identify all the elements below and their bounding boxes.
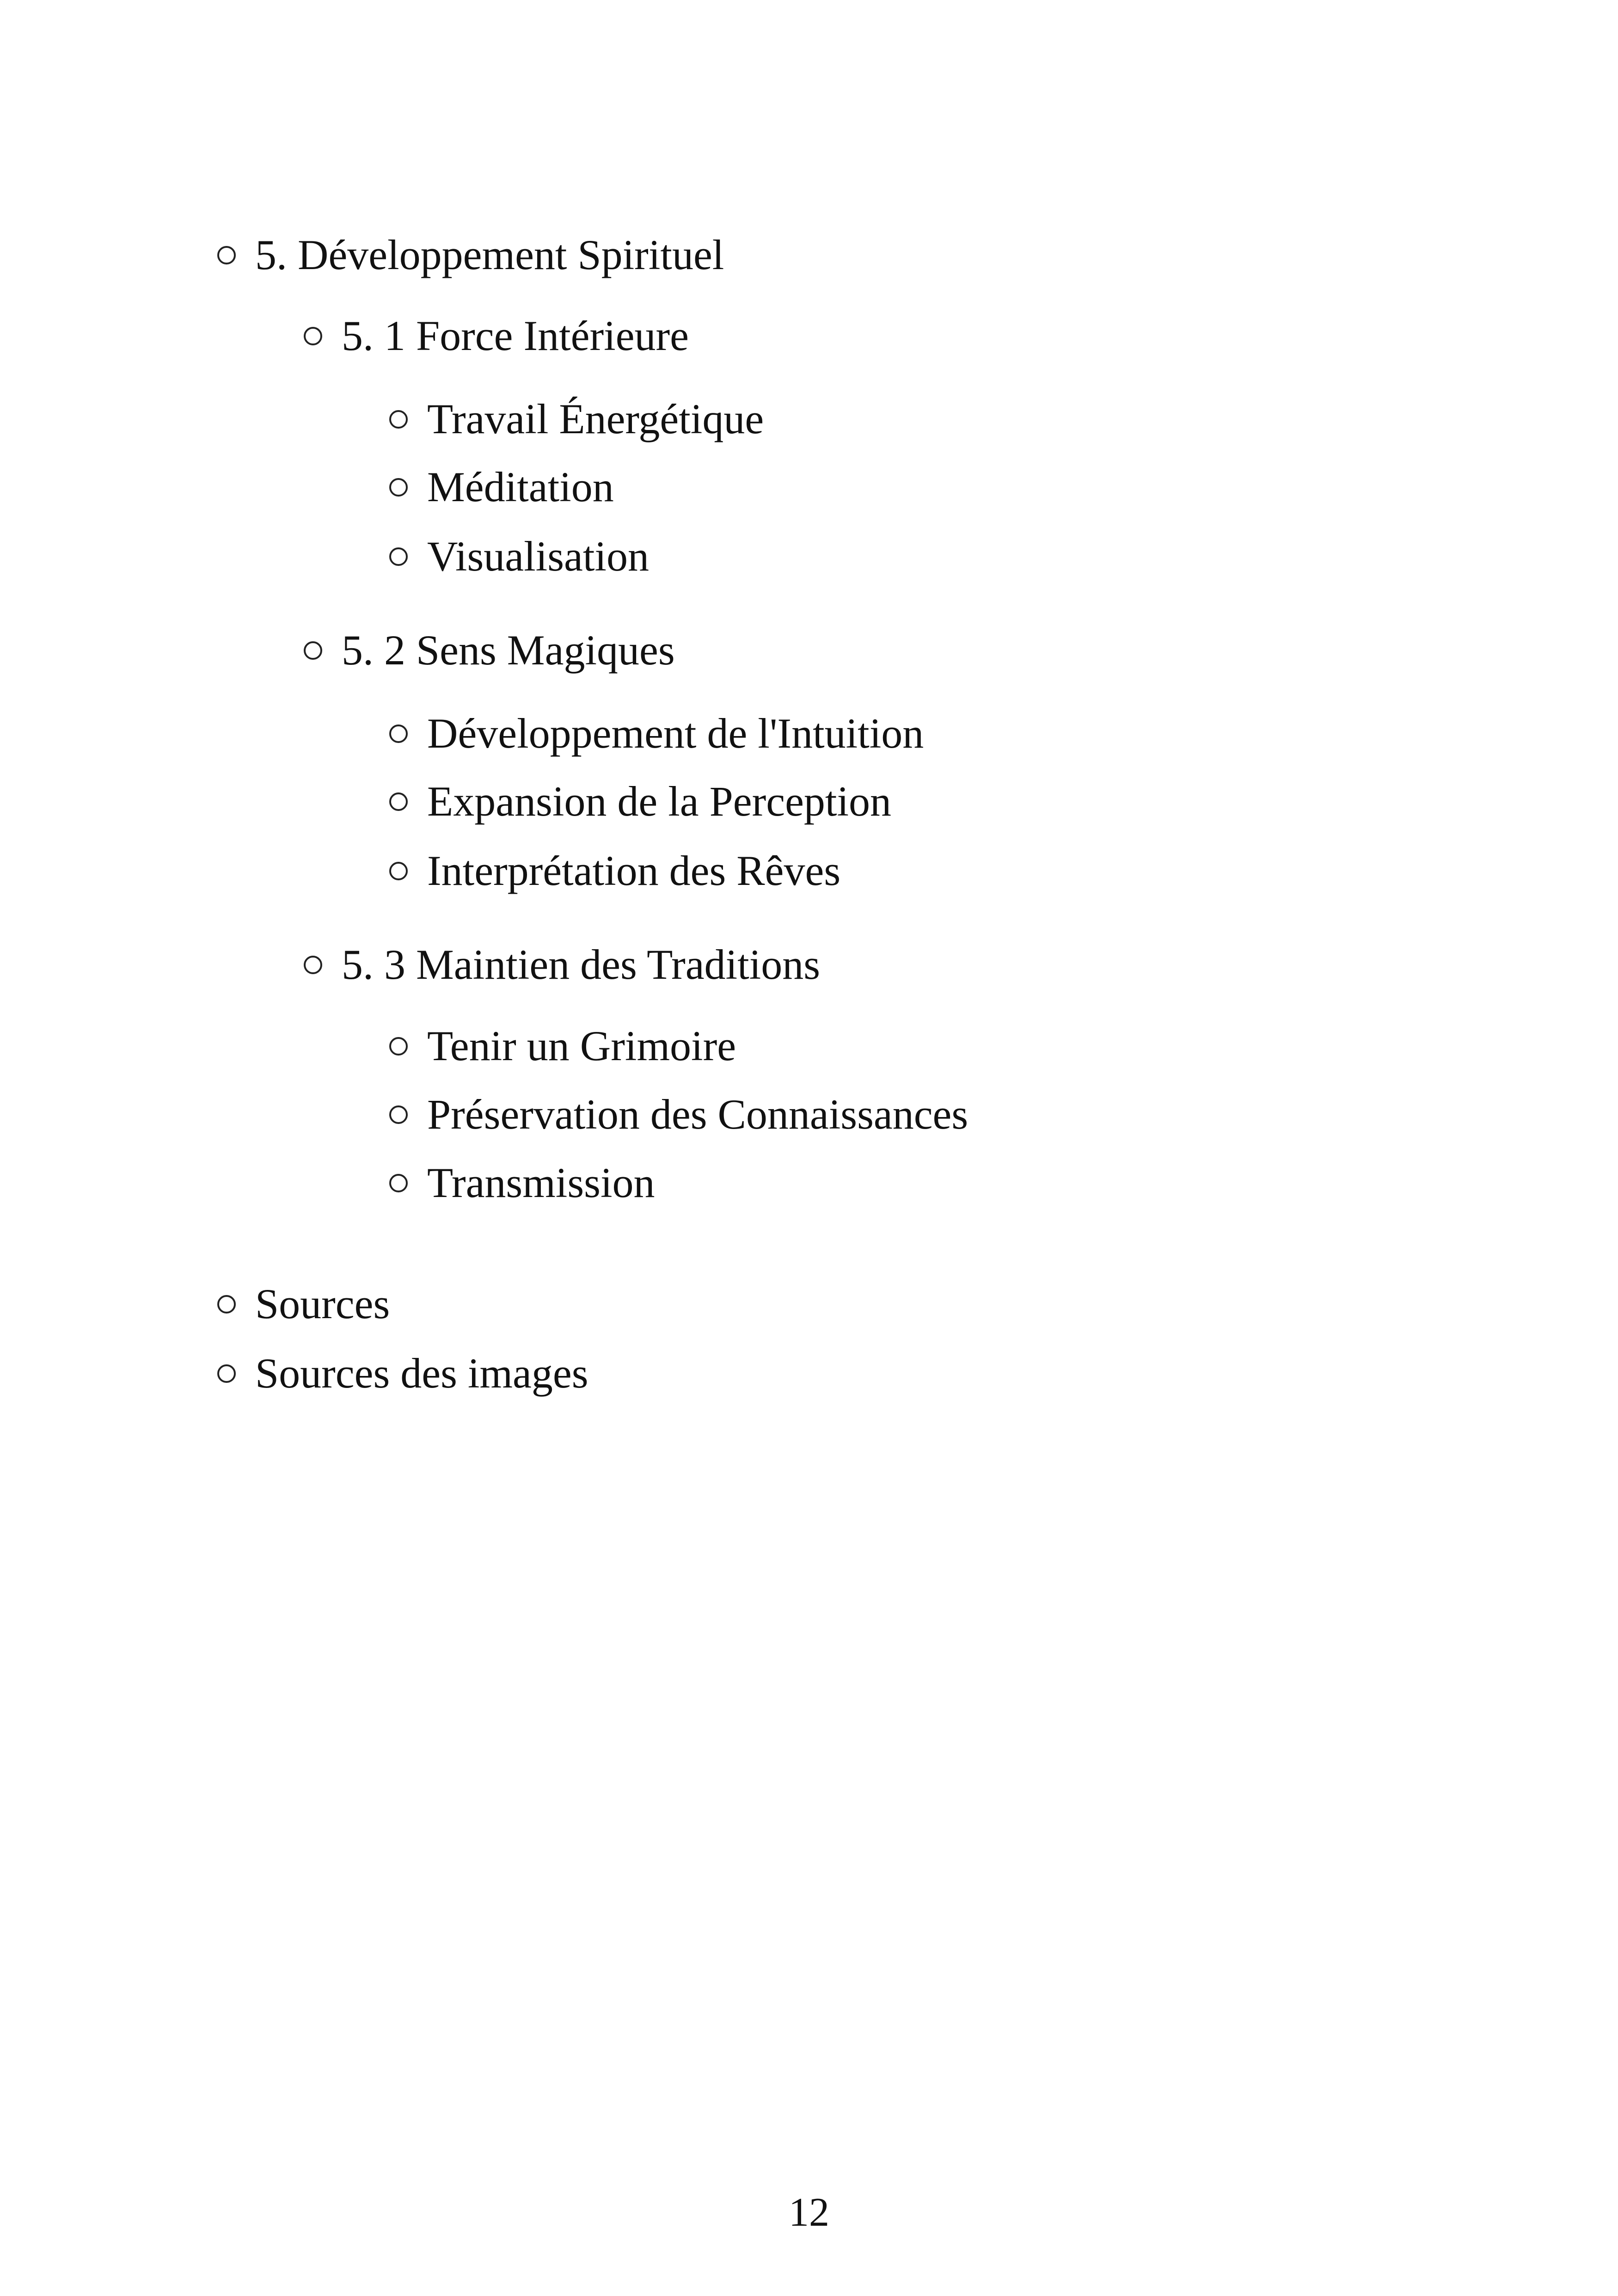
page-number: 12 bbox=[789, 2190, 829, 2235]
toc-entry-label: Expansion de la Perception bbox=[427, 778, 892, 825]
toc-entry-section-5-3[interactable] bbox=[304, 943, 820, 986]
toc-entry-label: Travail Énergétique bbox=[427, 395, 764, 442]
toc-entry-label: Méditation bbox=[427, 463, 614, 510]
toc-entry-perception[interactable] bbox=[389, 780, 891, 823]
hollow-circle-icon bbox=[304, 327, 322, 345]
toc-entry-label: Tenir un Grimoire bbox=[427, 1022, 736, 1069]
hollow-circle-icon bbox=[304, 956, 322, 974]
toc-entry-section-5-2[interactable] bbox=[304, 626, 675, 674]
toc-entry-label: Développement de l'Intuition bbox=[427, 710, 924, 757]
toc-entry-label: Sources bbox=[255, 1280, 390, 1327]
hollow-circle-icon bbox=[389, 547, 408, 566]
toc-entry-travail-energetique[interactable] bbox=[389, 395, 764, 442]
toc-entry-section-5-1[interactable] bbox=[304, 314, 689, 357]
toc-entry-connaissances[interactable] bbox=[389, 1093, 968, 1136]
toc-entry-image-sources[interactable] bbox=[217, 1350, 588, 1397]
hollow-circle-icon bbox=[389, 862, 408, 880]
toc-entry-label: 5. Développement Spirituel bbox=[255, 231, 724, 278]
toc-entry-visualisation[interactable] bbox=[389, 533, 649, 580]
hollow-circle-icon bbox=[217, 1295, 236, 1314]
toc-entry-meditation[interactable] bbox=[389, 463, 614, 510]
toc-entry-transmission[interactable] bbox=[389, 1161, 655, 1204]
toc-entry-label: Préservation des Connaissances bbox=[427, 1091, 968, 1138]
hollow-circle-icon bbox=[217, 1364, 236, 1383]
toc-entry-label: Transmission bbox=[427, 1159, 655, 1206]
toc-entry-label: 5. 2 Sens Magiques bbox=[342, 626, 675, 674]
hollow-circle-icon bbox=[389, 1037, 408, 1056]
toc-entry-grimoire[interactable] bbox=[389, 1022, 736, 1069]
toc-entry-sources[interactable] bbox=[217, 1280, 390, 1327]
toc-entry-section-5[interactable] bbox=[217, 233, 724, 276]
hollow-circle-icon bbox=[389, 792, 408, 811]
toc-entry-reves[interactable] bbox=[389, 849, 840, 892]
toc-entry-label: 5. 1 Force Intérieure bbox=[342, 312, 689, 359]
toc-entry-label: 5. 3 Maintien des Traditions bbox=[342, 941, 821, 988]
toc-entry-label: Visualisation bbox=[427, 533, 649, 580]
hollow-circle-icon bbox=[217, 246, 236, 264]
toc-entry-intuition[interactable] bbox=[389, 712, 924, 755]
toc-entry-label: Sources des images bbox=[255, 1350, 588, 1397]
hollow-circle-icon bbox=[389, 478, 408, 497]
hollow-circle-icon bbox=[389, 1174, 408, 1192]
toc-entry-label: Interprétation des Rêves bbox=[427, 847, 841, 894]
hollow-circle-icon bbox=[304, 641, 322, 660]
hollow-circle-icon bbox=[389, 410, 408, 429]
hollow-circle-icon bbox=[389, 724, 408, 743]
hollow-circle-icon bbox=[389, 1105, 408, 1124]
